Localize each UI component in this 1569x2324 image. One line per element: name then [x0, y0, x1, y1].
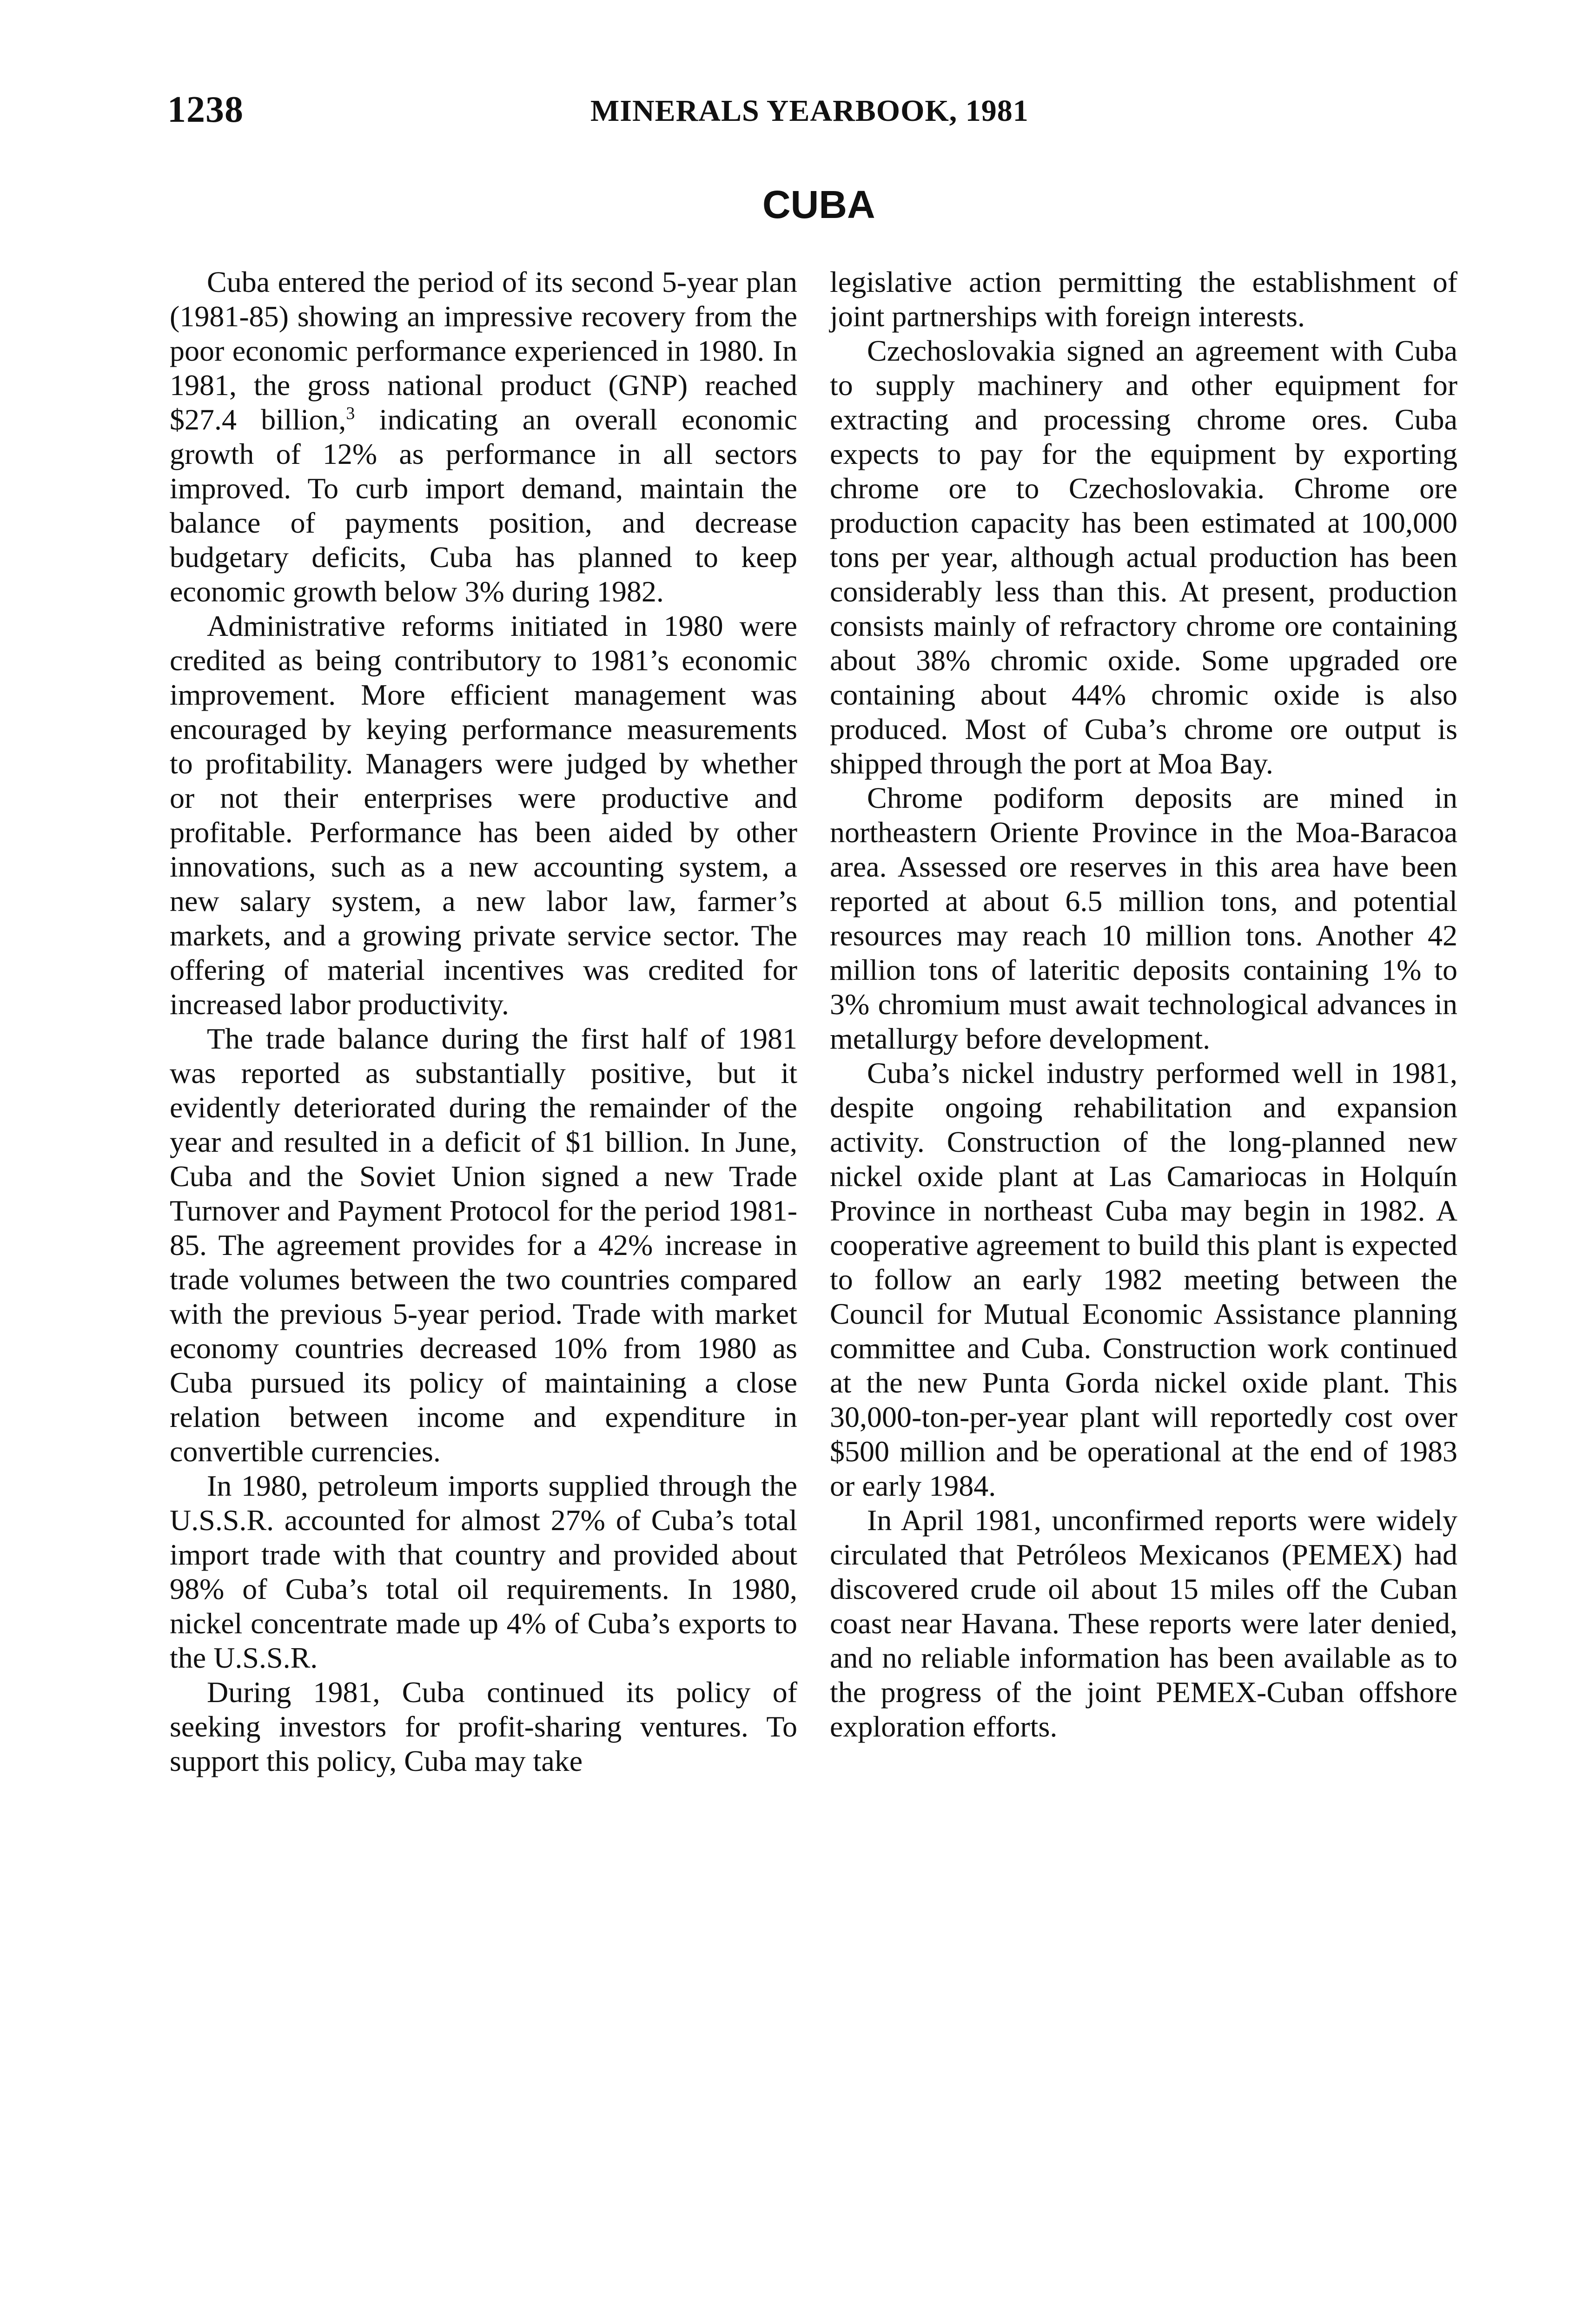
- page-header: [0, 0, 1569, 139]
- paragraph-investors: During 1981, Cuba continued its policy of seeking investors for profit-sharing ventures. To support this policy, Cuba may take: [170, 1676, 797, 1777]
- paragraph-petroleum-imports: In 1980, petroleum imports supplied through the U.S.S.R. accounted for almost 27% of Cuba’s total import trade with that country and provided about 98% of Cuba’s total oil requirements. In 1980, nickel concentrate made up 4% of Cuba’s exports to the U.S.S.R.: [170, 1469, 797, 1674]
- paragraph-investors-continued: legislative action permitting the establishment of joint partnerships with foreign interests.: [830, 265, 1457, 333]
- paragraph-gnp-text-b: indicating an overall economic growth of 12% as performance in all sectors improved. To curb import demand, maintain the balance of payments position, and decrease budgetary deficits, Cuba has planned to keep economic growth below 3% during 1982.: [170, 403, 798, 608]
- footnote-mark: 3: [346, 403, 355, 423]
- section-title: CUBA: [762, 183, 875, 226]
- paragraph-crude-oil-reports: In April 1981, unconfirmed reports were widely circulated that Petróleos Mexicanos (PEMEX) had discovered crude oil about 15 miles off the Cuban coast near Havana. These reports were later denied, and no reliable information has been available as to the progress of the joint PEMEX-Cuban offshore exploration efforts.: [830, 1504, 1457, 1743]
- paragraph-chrome-agreement: Czechoslovakia signed an agreement with Cuba to supply machinery and other equipment for extracting and processing chrome ores. Cuba expects to pay for the equipment by exporting chrome ore to Czechoslovakia. Chrome ore production capacity has been estimated at 100,000 tons per year, although actual production has been considerably less than this. At present, production consists mainly of refractory chrome ore containing about 38% chromic oxide. Some upgraded ore containing about 44% chromic oxide is also produced. Most of Cuba’s chrome ore output is shipped through the port at Moa Bay.: [830, 334, 1457, 780]
- left-column: [170, 265, 797, 1778]
- paragraph-chrome-deposits: Chrome podiform deposits are mined in northeastern Oriente Province in the Moa-Baracoa area. Assessed ore reserves in this area have been reported at about 6.5 million tons, and potential resources may reach 10 million tons. Another 42 million tons of lateritic deposits containing 1% to 3% chromium must await technological advances in metallurgy before development.: [830, 781, 1457, 1055]
- paragraph-administrative-reforms: Administrative reforms initiated in 1980 were credited as being contributory to 1981’s economic improvement. More efficient management was encouraged by keying performance measurements to profitability. Managers were judged by whether or not their enterprises were productive and profitable. Performance has been aided by other innovations, such as a new accounting system, a new salary system, a new labor law, farmer’s markets, and a growing private service sector. The offering of material incentives was credited for increased labor productivity.: [170, 609, 797, 1021]
- page-number: 1238: [167, 89, 244, 130]
- paragraph-nickel-industry: Cuba’s nickel industry performed well in 1981, despite ongoing rehabilitation and expansion activity. Construction of the long-planned new nickel oxide plant at Las Camariocas in Holquín Province in northeast Cuba may begin in 1982. A cooperative agreement to build this plant is expected to follow an early 1982 meeting between the Council for Mutual Economic Assistance planning committee and Cuba. Construction work continued at the new Punta Gorda nickel oxide plant. This 30,000-ton-per-year plant will reportedly cost over $500 million and be operational at the end of 1983 or early 1984.: [830, 1056, 1457, 1502]
- right-column: [830, 265, 1457, 1744]
- paragraph-gnp: [170, 265, 797, 609]
- paragraph-trade-balance: The trade balance during the first half of 1981 was reported as substantially positive, but it evidently deteriorated during the remainder of the year and resulted in a deficit of $1 billion. In June, Cuba and the Soviet Union signed a new Trade Turnover and Payment Protocol for the period 1981-85. The agreement provides for a 42% increase in trade volumes between the two countries compared with the previous 5-year period. Trade with market economy countries decreased 10% from 1980 as Cuba pursued its policy of maintaining a close relation between income and expenditure in convertible currencies.: [170, 1022, 797, 1468]
- running-head: MINERALS YEARBOOK, 1981: [590, 94, 1029, 128]
- paragraph-gnp-text-a: Cuba entered the period of its second 5-year plan (1981-85) showing an impressive recovery from the poor economic performance experienced in 1980. In 1981, the gross national product (GNP) reached $27.4 billion,: [170, 265, 797, 436]
